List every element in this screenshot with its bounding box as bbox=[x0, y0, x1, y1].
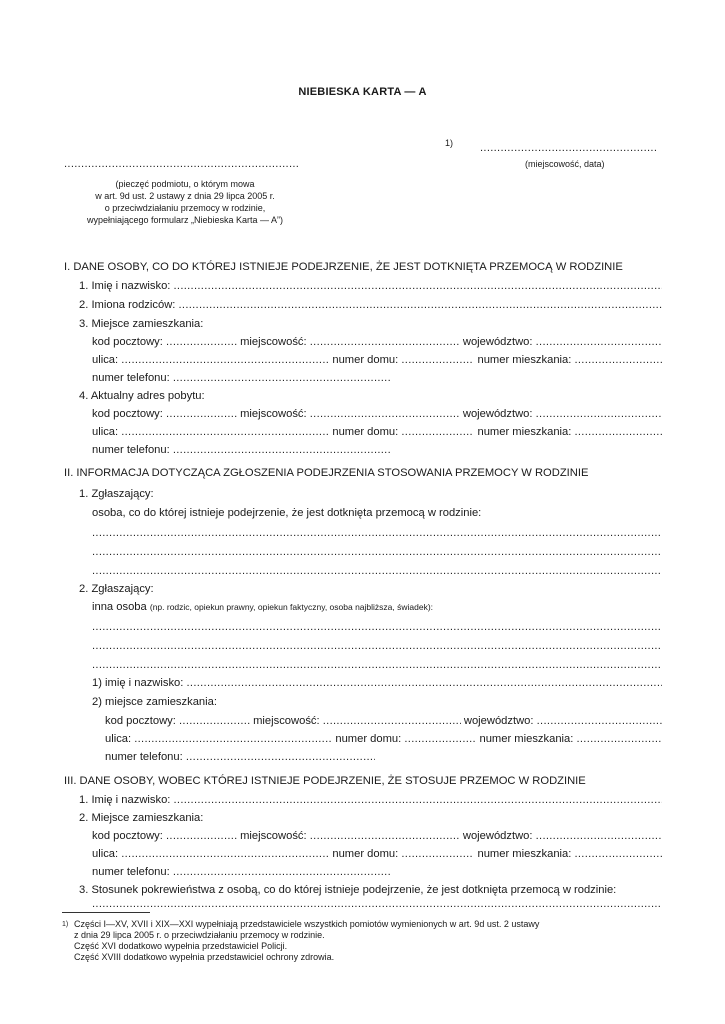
flat-number-label: numer mieszkania: bbox=[479, 733, 574, 745]
voivodeship-label: województwo: bbox=[462, 408, 533, 420]
stamp-caption-line: (pieczęć podmiotu, o którym mowa bbox=[115, 179, 255, 189]
postal-code-label: kod pocztowy: bbox=[92, 408, 163, 420]
footnote-line: Części I—XV, XVII i XIX—XXI wypełniają przedstawiciele wszystkich pomiotów wymienionych w art. 9d ust. 2 ustawy bbox=[74, 919, 540, 929]
stamp-caption bbox=[45, 178, 325, 226]
phone-label: numer telefonu: bbox=[92, 866, 170, 878]
victim-parents-field[interactable] bbox=[79, 299, 662, 311]
victim-stay-address-line[interactable] bbox=[92, 408, 662, 420]
relation-label: 3. Stosunek pokrewieństwa z osobą, co do której istnieje podejrzenie, że jest dotknięta przemocą w rodzinie: bbox=[79, 884, 617, 896]
reporter-2-name-label: 1) imię i nazwisko: bbox=[92, 677, 184, 689]
phone-label: numer telefonu: bbox=[105, 751, 183, 763]
city-label: miejscowość: bbox=[240, 408, 307, 420]
footnote-line: z dnia 29 lipca 2005 r. o przeciwdziałaniu przemocy w rodzinie. bbox=[74, 930, 325, 940]
voivodeship-label: województwo: bbox=[463, 715, 534, 727]
postal-code-label: kod pocztowy: bbox=[92, 830, 163, 842]
victim-name-label: 1. Imię i nazwisko: bbox=[79, 280, 171, 292]
victim-residence-street-line[interactable] bbox=[92, 354, 662, 366]
stamp-field[interactable] bbox=[64, 158, 298, 170]
footnote-line: Część XVI dodatkowo wypełnia przedstawiciel Policji. bbox=[74, 941, 288, 951]
street-label: ulica: bbox=[92, 848, 119, 860]
reporter-2-description bbox=[92, 601, 433, 613]
section-3-heading: III. DANE OSOBY, WOBEC KTÓREJ ISTNIEJE PODEJRZENIE, ŻE STOSUJE PRZEMOC W RODZINIE bbox=[64, 775, 586, 787]
victim-name-field[interactable] bbox=[79, 280, 662, 292]
reporter-2-hint: (np. rodzic, opiekun prawny, opiekun faktyczny, osoba najbliższa, świadek): bbox=[149, 602, 434, 612]
phone-label: numer telefonu: bbox=[92, 444, 170, 456]
house-number-label: numer domu: bbox=[332, 848, 399, 860]
reporter-1-description: osoba, co do której istnieje podejrzenie, że jest dotknięta przemocą w rodzinie: bbox=[92, 507, 482, 519]
street-label: ulica: bbox=[92, 426, 119, 438]
stamp-caption-line: wypełniającego formularz „Niebieska Karta — A”) bbox=[86, 215, 284, 225]
footnote-reference: 1) bbox=[445, 138, 454, 148]
reporter-2-text-line[interactable] bbox=[92, 640, 662, 652]
perpetrator-name-field[interactable] bbox=[79, 794, 662, 806]
reporter-1-label: 1. Zgłaszający: bbox=[79, 488, 154, 500]
city-label: miejscowość: bbox=[253, 715, 320, 727]
reporter-1-text-line[interactable] bbox=[92, 527, 662, 539]
house-number-label: numer domu: bbox=[335, 733, 402, 745]
victim-residence-address-line[interactable] bbox=[92, 336, 662, 348]
reporter-2-street-line[interactable] bbox=[105, 733, 662, 745]
postal-code-label: kod pocztowy: bbox=[105, 715, 176, 727]
victim-stay-phone-line[interactable] bbox=[92, 444, 392, 456]
perpetrator-street-line[interactable] bbox=[92, 848, 662, 860]
footnote-mark: 1) bbox=[62, 921, 69, 928]
street-label: ulica: bbox=[92, 354, 119, 366]
perpetrator-residence-label: 2. Miejsce zamieszkania: bbox=[79, 812, 204, 824]
stamp-caption-line: w art. 9d ust. 2 ustawy z dnia 29 lipca 2005 r. bbox=[95, 191, 275, 201]
reporter-1-text-line[interactable] bbox=[92, 565, 662, 577]
reporter-2-desc-text: inna osoba bbox=[92, 601, 147, 613]
house-number-label: numer domu: bbox=[332, 354, 399, 366]
footnote-text bbox=[74, 919, 539, 963]
flat-number-label: numer mieszkania: bbox=[477, 426, 572, 438]
reporter-2-name-field[interactable] bbox=[92, 677, 662, 689]
voivodeship-label: województwo: bbox=[462, 336, 533, 348]
footnote-divider bbox=[62, 912, 150, 913]
stamp-caption-line: o przeciwdziałaniu przemocy w rodzinie, bbox=[104, 203, 266, 213]
victim-stay-label: 4. Aktualny adres pobytu: bbox=[79, 390, 205, 402]
street-label: ulica: bbox=[105, 733, 132, 745]
victim-parents-label: 2. Imiona rodziców: bbox=[79, 299, 176, 311]
section-1-heading: I. DANE OSOBY, CO DO KTÓREJ ISTNIEJE PODEJRZENIE, ŻE JEST DOTKNIĘTA PRZEMOCĄ W RODZINIE bbox=[64, 261, 623, 273]
place-date-label: (miejscowość, data) bbox=[525, 159, 605, 169]
city-label: miejscowość: bbox=[240, 830, 307, 842]
perpetrator-phone-line[interactable] bbox=[92, 866, 392, 878]
section-2-heading: II. INFORMACJA DOTYCZĄCA ZGŁOSZENIA PODEJRZENIA STOSOWANIA PRZEMOCY W RODZINIE bbox=[64, 467, 589, 479]
phone-label: numer telefonu: bbox=[92, 372, 170, 384]
reporter-2-address-line[interactable] bbox=[105, 715, 662, 727]
reporter-2-residence-label: 2) miejsce zamieszkania: bbox=[92, 696, 217, 708]
flat-number-label: numer mieszkania: bbox=[477, 354, 572, 366]
perpetrator-address-line[interactable] bbox=[92, 830, 662, 842]
perpetrator-name-label: 1. Imię i nazwisko: bbox=[79, 794, 171, 806]
victim-stay-street-line[interactable] bbox=[92, 426, 662, 438]
voivodeship-label: województwo: bbox=[462, 830, 533, 842]
victim-residence-phone-line[interactable] bbox=[92, 372, 392, 384]
reporter-1-text-line[interactable] bbox=[92, 546, 662, 558]
victim-residence-label: 3. Miejsce zamieszkania: bbox=[79, 318, 204, 330]
reporter-2-text-line[interactable] bbox=[92, 621, 662, 633]
footnote-line: Część XVIII dodatkowo wypełnia przedstawiciel ochrony zdrowia. bbox=[74, 952, 335, 962]
reporter-2-label: 2. Zgłaszający: bbox=[79, 583, 154, 595]
house-number-label: numer domu: bbox=[332, 426, 399, 438]
city-label: miejscowość: bbox=[240, 336, 307, 348]
reporter-2-text-line[interactable] bbox=[92, 659, 662, 671]
relation-text-line[interactable] bbox=[92, 898, 662, 910]
flat-number-label: numer mieszkania: bbox=[477, 848, 572, 860]
reporter-2-phone-line[interactable] bbox=[105, 751, 375, 763]
page-title: NIEBIESKA KARTA — A bbox=[298, 86, 427, 98]
place-date-field[interactable] bbox=[480, 142, 658, 154]
postal-code-label: kod pocztowy: bbox=[92, 336, 163, 348]
